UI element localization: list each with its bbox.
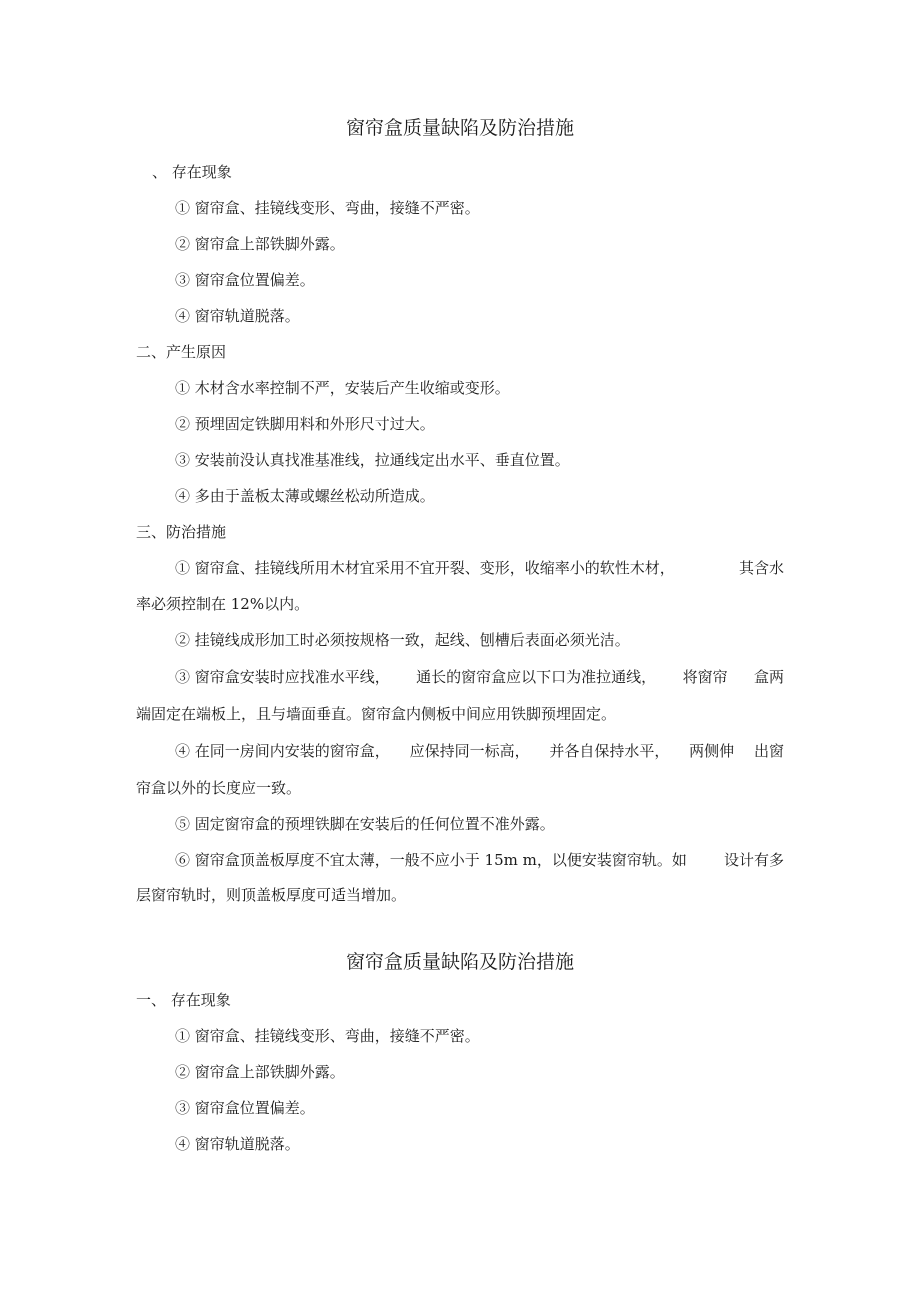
measure-paragraph-line <box>136 667 784 687</box>
document-title: 窗帘盒质量缺陷及防治措施 <box>345 951 574 973</box>
measure-text: ② 挂镜线成形加工时必须按规格一致，起线、刨槽后表面必须光洁。 <box>175 631 630 649</box>
measure-text: 盒两 <box>753 668 784 686</box>
list-item: ④ 多由于盖板太薄或螺丝松动所造成。 <box>175 487 435 505</box>
list-item: ④ 窗帘轨道脱落。 <box>175 307 300 325</box>
measure-text: 应保持同一标高， <box>409 742 530 760</box>
list-item: ② 窗帘盒上部铁脚外露。 <box>175 235 345 253</box>
measure-text: 率必须控制在 12%以内。 <box>136 595 310 613</box>
measure-paragraph-line <box>136 741 784 761</box>
list-item: ① 窗帘盒、挂镜线变形、弯曲，接缝不严密。 <box>175 1027 480 1045</box>
measure-text: ⑥ 窗帘盒顶盖板厚度不宜太薄，一般不应小于 15m m，以便安装窗帘轨。如 <box>175 851 687 869</box>
measure-paragraph-line <box>136 558 784 578</box>
measure-text: ③ 窗帘盒安装时应找准水平线， <box>175 668 390 686</box>
measure-text: 其含水 <box>738 559 784 577</box>
section-heading-measures: 三、防治措施 <box>136 523 227 541</box>
list-item: ④ 窗帘轨道脱落。 <box>175 1135 300 1153</box>
list-item: ① 窗帘盒、挂镜线变形、弯曲，接缝不严密。 <box>175 199 480 217</box>
list-item: ③ 窗帘盒位置偏差。 <box>175 1099 315 1117</box>
document-title: 窗帘盒质量缺陷及防治措施 <box>345 117 574 139</box>
measure-text: 端固定在端板上，且与墙面垂直。窗帘盒内侧板中间应用铁脚预埋固定。 <box>136 705 617 723</box>
measure-paragraph-line <box>136 850 784 870</box>
measure-text: 层窗帘轨时，则顶盖板厚度可适当增加。 <box>136 886 407 904</box>
list-item: ③ 安装前没认真找准基准线，拉通线定出水平、垂直位置。 <box>175 451 570 469</box>
measure-text: 帘盒以外的长度应一致。 <box>136 779 302 797</box>
list-item: ② 窗帘盒上部铁脚外露。 <box>175 1063 345 1081</box>
list-item: ② 预埋固定铁脚用料和外形尺寸过大。 <box>175 415 435 433</box>
measure-text: 并各自保持水平， <box>549 742 670 760</box>
list-item: ① 木材含水率控制不严，安装后产生收缩或变形。 <box>175 379 510 397</box>
list-item: ③ 窗帘盒位置偏差。 <box>175 271 315 289</box>
measure-text: 设计有多 <box>723 851 784 869</box>
measure-text: 两侧伸 <box>689 742 735 760</box>
section-heading-phenomena: 一、 存在现象 <box>136 991 231 1009</box>
section-heading-causes: 二、产生原因 <box>136 343 227 361</box>
measure-text: 将窗帘 <box>682 668 728 686</box>
section-heading-phenomena: 、 存在现象 <box>152 163 232 181</box>
measure-text: 通长的窗帘盒应以下口为准拉通线， <box>416 668 657 686</box>
measure-text: ⑤ 固定窗帘盒的预埋铁脚在安装后的任何位置不准外露。 <box>175 815 555 833</box>
measure-text: ④ 在同一房间内安装的窗帘盒， <box>175 742 390 760</box>
measure-text: 出窗 <box>753 742 784 760</box>
measure-text: ① 窗帘盒、挂镜线所用木材宜采用不宜开裂、变形，收缩率小的软性木材， <box>175 559 675 577</box>
